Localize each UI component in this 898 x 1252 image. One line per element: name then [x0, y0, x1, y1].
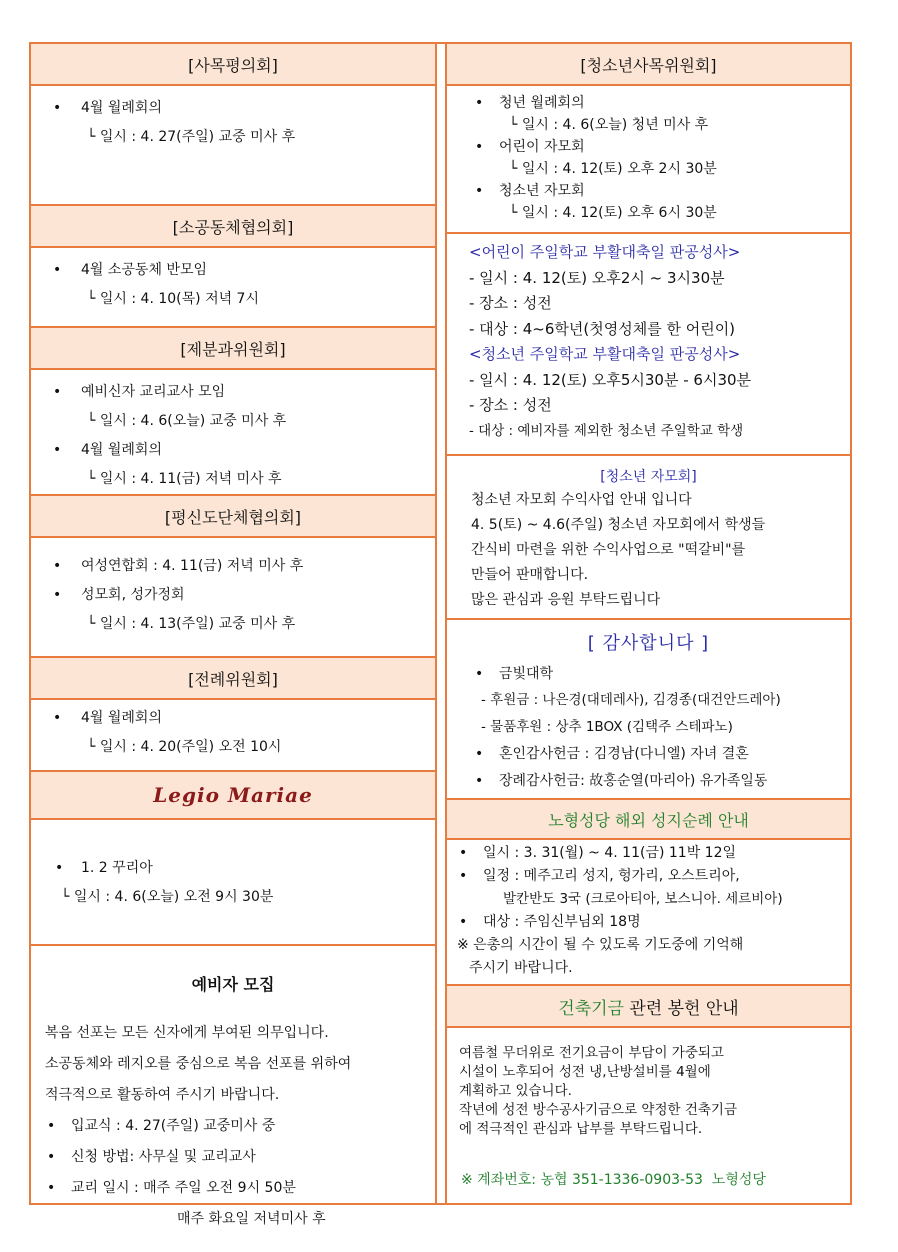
list-subitem: - 물품후원 : 상추 1BOX (김택주 스테파노): [481, 719, 733, 735]
list-subitem: └ 일시 : 4. 27(주일) 교중 미사 후: [87, 129, 296, 145]
list-item: • 4월 월례회의: [53, 100, 162, 116]
section-title: 예비자 모집: [191, 975, 275, 994]
list-subitem: └ 일시 : 4. 20(주일) 오전 10시: [87, 739, 282, 755]
youth-committee-section: [447, 44, 850, 234]
committee-section: [31, 328, 435, 496]
list-item: • 어린이 자모회: [475, 139, 585, 155]
small-community-section: [31, 206, 435, 328]
list-item: • 금빛대학: [475, 666, 554, 682]
list-item: • 혼인감사헌금 : 김경남(다니엘) 자녀 결혼: [475, 746, 749, 762]
list-item: • 4월 월례회의: [53, 710, 162, 726]
legio-section: [31, 772, 435, 946]
section-title: [평신도단체협의회]: [31, 496, 435, 538]
list-subitem: └ 일시 : 4. 12(토) 오후 6시 30분: [509, 205, 717, 221]
section-title: [ 감사합니다 ]: [587, 633, 710, 654]
building-fund-section: 건축기금 관련 봉헌 안내 여름철 무더위로 전기요금이 부담이 가중되고 시설이 노후되어 성전 냉,난방설비를 4월에 계획하고 있습니다. 작년에 성전 방수공사기금으로 약정한 건축기금 에 적극적인 관심과 납부를 부탁드립니다. ※ 계좌번호: 농협 351-1336-0903-53 노형성당: [447, 984, 850, 1203]
pastoral-council-section: [31, 44, 435, 206]
section-title: [사목평의회]: [31, 44, 435, 86]
list-item: • 일시 : 3. 31(월) ~ 4. 11(금) 11박 12일: [459, 845, 737, 861]
left-column: [31, 44, 437, 1227]
bulletin-frame: [29, 42, 852, 1227]
liturgy-section: [31, 658, 435, 772]
section-title: [청소년 자모회]: [600, 469, 697, 485]
list-item: • 성모회, 성가정회: [53, 587, 185, 603]
section-title: 건축기금 관련 봉헌 안내: [447, 986, 850, 1028]
list-item: • 4월 소공동체 반모임: [53, 262, 207, 278]
laity-council-section: [31, 496, 435, 658]
list-item: • 장례감사헌금: 故홍순열(마리아) 유가족일동: [475, 773, 768, 789]
section-title: [소공동체협의회]: [31, 206, 435, 248]
list-item: • 예비신자 교리교사 모임: [53, 384, 226, 400]
catechumen-section: [31, 946, 435, 1227]
list-item: • 교리 일시 : 매주 주일 오전 9시 50분: [47, 1180, 296, 1196]
section-title: [전례위원회]: [31, 658, 435, 700]
note: 주시기 바랍니다.: [469, 960, 573, 976]
note: ※ 은총의 시간이 될 수 있도록 기도중에 기억해: [457, 937, 744, 953]
list-subitem: └ 일시 : 4. 6(오늘) 청년 미사 후: [509, 117, 709, 133]
account-number: ※ 계좌번호: 농협 351-1336-0903-53 노형성당: [461, 1172, 766, 1188]
list-subitem: └ 일시 : 4. 10(목) 저녁 7시: [87, 291, 259, 307]
list-subitem: └ 일시 : 4. 6(오늘) 교중 미사 후: [87, 413, 287, 429]
list-item: • 청년 월례회의: [475, 95, 585, 111]
youth-parents-section: [청소년 자모회] 청소년 자모회 수익사업 안내 입니다 4. 5(토) ~ 4.6(주일) 청소년 자모회에서 학생들 간식비 마련을 위한 수익사업으로 "떡갈비"를 만들어 판매합니다. 많은 관심과 응원 부탁드립니다: [447, 456, 850, 620]
section-title: 노형성당 해외 성지순례 안내: [447, 800, 850, 840]
paragraph: 적극적으로 활동하여 주시기 바랍니다.: [45, 1087, 280, 1103]
list-subitem: └ 일시 : 4. 13(주일) 교중 미사 후: [87, 616, 296, 632]
list-subitem: └ 일시 : 4. 12(토) 오후 2시 30분: [509, 161, 717, 177]
section-title: [제분과위원회]: [31, 328, 435, 370]
list-item: • 입교식 : 4. 27(주일) 교중미사 중: [47, 1118, 276, 1134]
list-item: • 여성연합회 : 4. 11(금) 저녁 미사 후: [53, 558, 304, 574]
paragraph: 복음 선포는 모든 신자에게 부여된 의무입니다.: [45, 1025, 329, 1041]
list-subitem: └ 일시 : 4. 6(오늘) 오전 9시 30분: [61, 889, 274, 905]
youth-confession-title: <청소년 주일학교 부활대축일 판공성사>: [469, 345, 741, 363]
list-subitem: └ 일시 : 4. 11(금) 저녁 미사 후: [87, 471, 282, 487]
kids-confession-title: <어린이 주일학교 부활대축일 판공성사>: [469, 243, 741, 261]
list-item: • 청소년 자모회: [475, 183, 585, 199]
thanks-section: [447, 620, 850, 800]
list-item: • 신청 방법: 사무실 및 교리교사: [47, 1149, 256, 1165]
list-item: • 일정 : 메주고리 성지, 헝가리, 오스트리아,: [459, 868, 740, 884]
list-subitem: - 후원금 : 나은경(대데레사), 김경종(대건안드레아): [481, 692, 781, 708]
pilgrimage-section: [447, 800, 850, 984]
confession-section: <어린이 주일학교 부활대축일 판공성사> - 일시 : 4. 12(토) 오후2시 ~ 3시30분 - 장소 : 성전 - 대상 : 4~6학년(첫영성체를 한 어린이) <청소년 주일학교 부활대축일 판공성사> - 일시 : 4. 12(토) 오후5시30분 - 6시30분 - 장소 : 성전 - 대상 : 예비자를 제외한 청소년 주일학교 학생: [447, 234, 850, 456]
legio-title: Legio Mariae: [153, 783, 313, 807]
right-column: [445, 44, 850, 1203]
list-subitem: 매주 화요일 저녁미사 후: [177, 1211, 326, 1227]
list-item: • 대상 : 주임신부님외 18명: [459, 914, 641, 930]
list-item: • 4월 월례회의: [53, 442, 162, 458]
paragraph: 소공동체와 레지오를 중심으로 복음 선포를 위하여: [45, 1056, 352, 1072]
list-subitem: 발칸반도 3국 (크로아티아, 보스니아. 세르비아): [503, 891, 783, 907]
list-item: • 1. 2 꾸리아: [55, 860, 153, 876]
section-title: [청소년사목위원회]: [447, 44, 850, 86]
